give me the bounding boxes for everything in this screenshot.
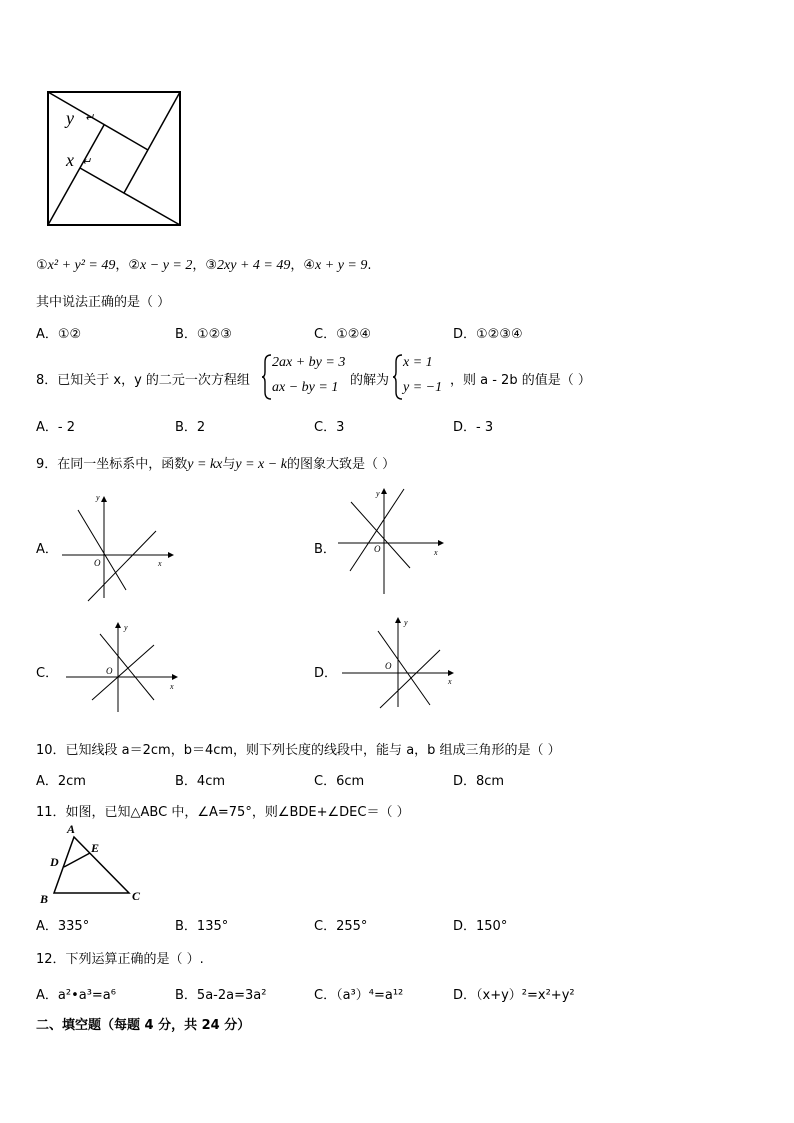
q12-option-b[interactable]: B．5a-2a=3a² xyxy=(175,988,267,1003)
q10-option-b[interactable]: B．4cm xyxy=(175,774,226,789)
axis-x-label: x xyxy=(158,559,162,568)
q12-option-a[interactable]: A．a²•a³=a⁶ xyxy=(36,988,116,1003)
origin-label: O xyxy=(106,666,113,676)
q10-option-a[interactable]: A．2cm xyxy=(36,774,86,789)
q11-option-b[interactable]: B．135° xyxy=(175,919,229,934)
statement-mark: ④ xyxy=(303,258,316,273)
separator: ， xyxy=(115,258,129,273)
axis-x-label: x xyxy=(434,548,438,557)
origin-label: O xyxy=(94,558,101,568)
axis-y-label: y xyxy=(404,618,408,627)
q8-middle: 的解为 xyxy=(350,373,390,388)
q11-option-c[interactable]: C．255° xyxy=(314,919,368,934)
axis-y-label: y xyxy=(376,489,380,498)
axis-x-label: x xyxy=(170,682,174,691)
q12-option-c[interactable]: C．（a³）⁴=a¹² xyxy=(314,988,404,1003)
q8-option-b[interactable]: B．2 xyxy=(175,420,206,435)
label-x: x xyxy=(66,150,74,170)
q8-suffix: ，则 a - 2b 的值是（ ） xyxy=(450,373,591,388)
statement-mark: ① xyxy=(36,258,48,273)
q9-f2: y = x − k xyxy=(235,457,287,472)
vertex-c-label: C xyxy=(132,889,141,903)
separator: ， xyxy=(290,258,304,273)
q11-option-a[interactable]: A．335° xyxy=(36,919,90,934)
point-d-label: D xyxy=(50,855,59,869)
q7-option-b[interactable]: B．①②③ xyxy=(175,327,232,342)
q9-f1: y = kx xyxy=(187,457,223,472)
q10-option-c[interactable]: C．6cm xyxy=(314,774,365,789)
q8-sol2: y = −1 xyxy=(403,380,443,395)
q8-eq1: 2ax + by = 3 xyxy=(272,355,346,370)
section-2-title: 二、填空题（每题 4 分，共 24 分） xyxy=(36,1018,251,1033)
statement-end: . xyxy=(367,258,372,273)
q9-prefix: 9．在同一坐标系中，函数 xyxy=(36,457,188,472)
q9-option-b[interactable]: B． xyxy=(314,542,336,557)
q7-prompt: 其中说法正确的是（ ） xyxy=(36,295,171,310)
arrow-mark-icon: ↵ xyxy=(85,112,95,124)
q9-option-d[interactable]: D． xyxy=(314,666,338,681)
q9-option-a[interactable]: A． xyxy=(36,542,58,557)
q10-prompt: 10．已知线段 a＝2cm，b＝4cm，则下列长度的线段中，能与 a，b 组成三角形的是（ ） xyxy=(36,743,561,758)
q9-mid: 与 xyxy=(222,457,236,472)
axis-y-label: y xyxy=(124,623,128,632)
statement-mark: ③ xyxy=(205,258,218,273)
q12-option-d[interactable]: D．（x+y）²=x²+y² xyxy=(453,988,575,1003)
point-e-label: E xyxy=(91,841,100,855)
q7-option-a[interactable]: A．①② xyxy=(36,327,82,342)
statement-2: x − y = 2 xyxy=(140,258,193,273)
origin-label: O xyxy=(374,544,381,554)
q10-option-d[interactable]: D．8cm xyxy=(453,774,505,789)
statement-mark: ② xyxy=(128,258,141,273)
q9-suffix: 的图象大致是（ ） xyxy=(286,457,396,472)
statement-3: 2xy + 4 = 49 xyxy=(217,258,291,273)
q12-prompt: 12．下列运算正确的是（ ）. xyxy=(36,952,204,967)
q8-prefix: 8．已知关于 x，y 的二元一次方程组 xyxy=(36,373,250,388)
statement-1: x² + y² = 49 xyxy=(47,258,116,273)
origin-label: O xyxy=(385,661,392,671)
q8-eq2: ax − by = 1 xyxy=(272,380,339,395)
q8-option-a[interactable]: A．- 2 xyxy=(36,420,75,435)
q8-sol1: x = 1 xyxy=(403,355,433,370)
axis-x-label: x xyxy=(448,677,452,686)
label-y: y xyxy=(66,108,74,128)
q7-option-c[interactable]: C．①②④ xyxy=(314,327,372,342)
q9-option-c[interactable]: C． xyxy=(36,666,59,681)
axis-y-label: y xyxy=(96,493,100,502)
vertex-a-label: A xyxy=(67,822,76,836)
separator: ， xyxy=(192,258,206,273)
q11-option-d[interactable]: D．150° xyxy=(453,919,508,934)
q8-option-d[interactable]: D．- 3 xyxy=(453,420,494,435)
q11-prompt: 11．如图，已知△ABC 中，∠A=75°，则∠BDE+∠DEC＝（ ） xyxy=(36,805,410,820)
arrow-mark-icon: ↵ xyxy=(82,156,92,168)
q8-option-c[interactable]: C．3 xyxy=(314,420,345,435)
q7-option-d[interactable]: D．①②③④ xyxy=(453,327,523,342)
vertex-b-label: B xyxy=(40,892,49,906)
statement-4: x + y = 9 xyxy=(315,258,368,273)
